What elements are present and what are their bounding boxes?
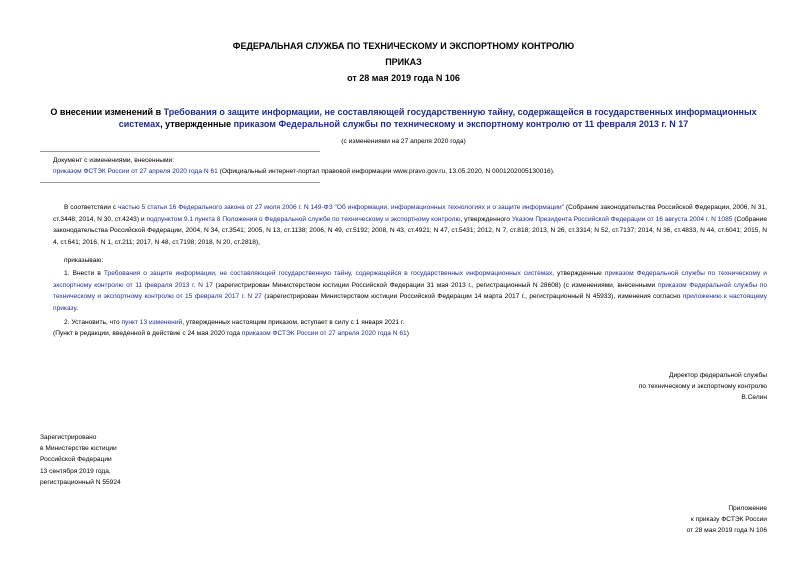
- changes-source: [53, 166, 555, 177]
- item2-note-text-2: ): [406, 330, 409, 337]
- document-title: [40, 106, 767, 130]
- item2-note-text-1: (Пункт в редакции, введенной в действие с 24 мая 2020 года: [53, 330, 242, 337]
- divider-bottom: [40, 182, 320, 183]
- item2-text-1: 2. Установить, что: [64, 319, 122, 326]
- order-61-link[interactable]: приказом ФСТЭК России от 27 апреля 2020 года N 61: [53, 168, 218, 175]
- preamble-text-3: , утвержденного: [460, 215, 512, 223]
- item-2-paragraph: [64, 317, 404, 328]
- item1-text-5: .: [76, 304, 78, 312]
- registration-line-1: Зарегистрировано: [40, 434, 97, 441]
- order-17-link[interactable]: приказом Федеральной службы по техническому и экспортному контролю от 11 февраля 2013 г. N 17: [233, 119, 689, 129]
- preamble-text-2: (Собрание законодательства Российской Федерации, 2006, N 31, ст.3448; 2014, N 30, ст.4243) и: [53, 204, 768, 223]
- item1-order-17-link[interactable]: приказом Федеральной службы по техническому и экспортному контролю от 11 февраля 2013 г. N 17: [53, 270, 767, 289]
- item1-requirements-link[interactable]: Требования о защите информации, не составляющей государственную тайну, содержащейся в государственных информационных системах: [103, 270, 553, 277]
- changes-source-text: (Официальный интернет-портал правовой информации www.pravo.gov.ru, 13.05.2020, N 0001202005130016).: [217, 168, 555, 175]
- agency-name: ФЕДЕРАЛЬНАЯ СЛУЖБА ПО ТЕХНИЧЕСКОМУ И ЭКСПОРТНОМУ КОНТРОЛЮ: [232, 41, 575, 51]
- item1-text-4: (зарегистрирован Министерством юстиции Российской Федерации 14 марта 2017 г., регистрационный N 45933), изменения согласно: [261, 293, 683, 301]
- preamble-text-1: В соответствии с: [64, 204, 118, 211]
- preamble-paragraph: [53, 202, 767, 248]
- signature-block: [639, 370, 767, 403]
- item1-text-1: 1. Внести в: [64, 270, 104, 277]
- title-middle: , утвержденные: [160, 119, 234, 129]
- registration-line-3: Российской Федерации: [40, 456, 112, 464]
- registration-line-4: 13 сентября 2019 года,: [40, 467, 111, 475]
- amended-note: (с изменениями на 27 апреля 2020 года): [341, 138, 466, 145]
- item1-order-27-link[interactable]: приказом Федеральной службы по техническому и экспортному контролю от 15 февраля 2017 г. N 27: [53, 281, 767, 301]
- signature-position: Директор федеральной службы: [669, 372, 767, 379]
- appendix-block: [687, 503, 767, 536]
- registration-line-2: в Министерстве юстиции: [40, 445, 117, 453]
- document-type: ПРИКАЗ: [385, 57, 422, 67]
- title-prefix: О внесении изменений в: [50, 107, 164, 117]
- item13-link[interactable]: пункт 13 изменений: [121, 319, 183, 326]
- document-date-number: от 28 мая 2019 года N 106: [347, 73, 460, 83]
- appendix-line-3: от 28 мая 2019 года N 106: [686, 527, 767, 534]
- registration-block: [40, 432, 121, 488]
- order-word: приказываю:: [64, 257, 104, 264]
- appendix-link[interactable]: приложению к настоящему приказу: [53, 293, 768, 312]
- item2-text-2: , утвержденных настоящим приказом, вступает в силу с 1 января 2021 г.: [182, 319, 405, 326]
- item2-order-61-link[interactable]: приказом ФСТЭК России от 27 апреля 2020 года N 61: [241, 330, 407, 337]
- appendix-line-1: Приложение: [728, 505, 767, 512]
- signature-name: В.Селин: [741, 394, 767, 401]
- divider-top: [40, 151, 320, 152]
- preamble-text-4: (Собрание законодательства Российской Федерации, 2004, N 34, ст.3541; 2005, N 13, ст.1138; 2006, N 49, ст.5192; 2008, N 43, ст.4921; N 47, ст.5431; 2012, N 7, ст.818; 2013, N 26, ст.3314; N 52, ст.7137; 2014, N 36, ст.4833, N 44, ст.6041; 2015, N 4, ст.641; 2016, N 1, ст.211; 2017, N 48, ст.7198; 2018, N 20, ст.2818),: [53, 215, 767, 246]
- item-1-paragraph: [53, 268, 767, 314]
- regulation-link[interactable]: подпунктом 9.1 пункта 8 Положения о Федеральной службе по техническому и экспортному контролю: [146, 215, 461, 223]
- appendix-line-2: к приказу ФСТЭК России: [690, 516, 767, 523]
- requirements-link[interactable]: Требования о защите информации, не составляющей государственную тайну, содержащейся в государственных информационных системах: [118, 107, 757, 129]
- law-149fz-link[interactable]: частью 5 статьи 16 Федерального закона от 27 июля 2006 г. N 149-ФЗ "Об информации, информационных технологиях и о защите информации": [117, 204, 564, 211]
- registration-line-5: регистрационный N 55924: [40, 478, 121, 486]
- decree-1085-link[interactable]: Указом Президента Российской Федерации от 16 августа 2004 г. N 1085: [511, 215, 733, 223]
- item1-text-3: (зарегистрирован Министерством юстиции Российской Федерации 31 мая 2013 г., регистрационный N 28608) (с изменениями, внесенными: [212, 281, 658, 289]
- item-2-note: [53, 328, 409, 339]
- changes-caption: Документ с изменениями, внесенными:: [53, 157, 175, 164]
- signature-position-2: по техническому и экспортному контролю: [638, 383, 767, 390]
- item1-text-2: , утвержденные: [552, 270, 605, 277]
